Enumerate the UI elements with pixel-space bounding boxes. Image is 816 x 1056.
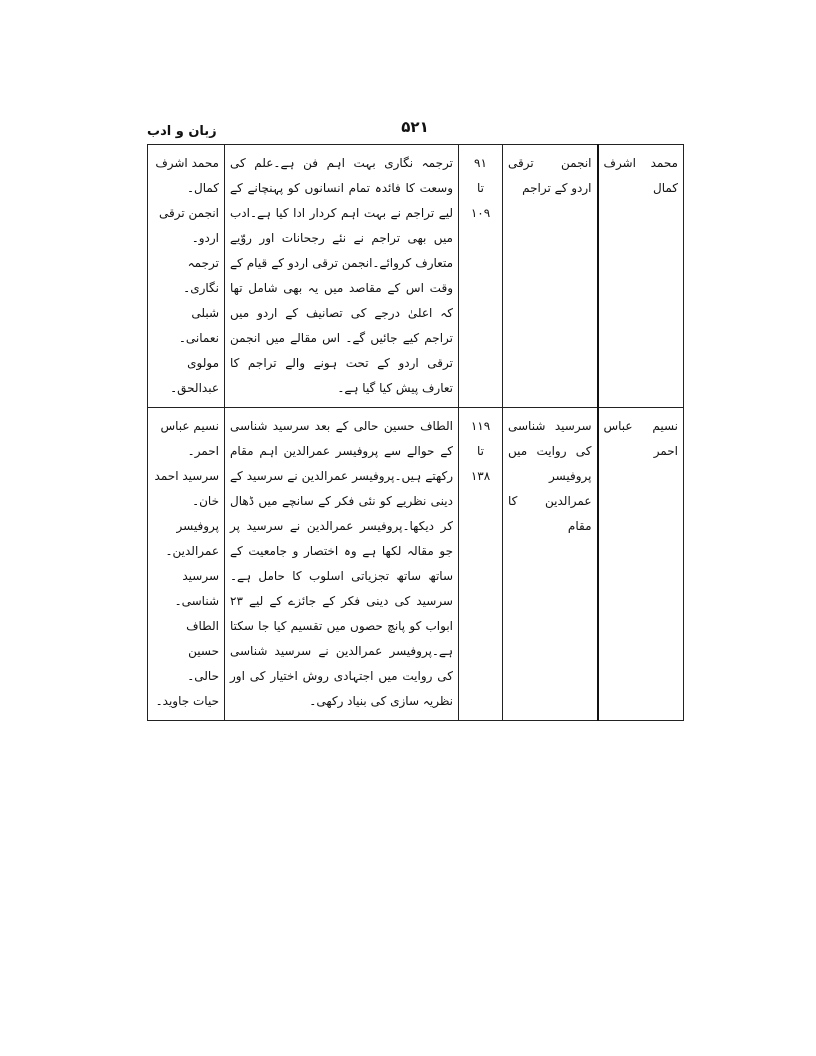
abstract-cell: الطاف حسین حالی کے بعد سرسید شناسی کے حوالے سے پروفیسر عمرالدین اہم مقام رکھتے ہیں۔پروفیسر عمرالدین نے سرسید کے دینی نظریے کو نئی فکر کے سانچے میں ڈھال کر دیکھا۔پروفیسر عمرالدین نے سرسید پر جو مقالہ لکھا ہے وہ اختصار و جامعیت کے ساتھ ساتھ تجزیاتی اسلوب کا حامل ہے۔سرسید کی دینی فکر کے جائزے کے لیے ۲۳ ابواب کو پانچ حصوں میں تقسیم کیا جا سکتا ہے۔پروفیسر عمرالدین نے سرسید شناسی کی روایت میں اجتہادی روش اختیار کی اور نظریہ سازی کی بنیاد رکھی۔ [225, 408, 459, 721]
pages-cell [459, 408, 503, 721]
page-start: ۱۱۹ [470, 419, 491, 433]
page-number: ۵۲۱ [401, 118, 429, 136]
table-row [148, 408, 684, 721]
keyword: شبلی نعمانی۔ [178, 306, 219, 345]
keywords-cell [148, 408, 225, 721]
keywords-cell [148, 145, 225, 408]
keyword: سرسید احمد خان۔ [154, 469, 219, 508]
running-header: زبان و ادب [147, 124, 217, 139]
keyword: مولوی عبدالحق۔ [170, 356, 219, 395]
page-end: ۱۰۹ [470, 206, 491, 220]
keyword: حیات جاوید۔ [155, 694, 219, 708]
keyword: سرسید شناسی۔ [174, 569, 219, 608]
page-sep: تا [477, 444, 484, 458]
abstract-cell: ترجمہ نگاری بہت اہم فن ہے۔علم کی وسعت کا فائدہ تمام انسانوں کو پہنچانے کے لیے تراجم نے بہت اہم کردار ادا کیا ہے۔ادب میں بھی تراجم نے نئے رجحانات اور روّیے متعارف کروائے۔انجمن ترقی اردو کے قیام کے وقت اس کے مقاصد میں یہ بھی شامل تھا کہ اعلیٰ درجے کی تصانیف کے اردو میں تراجم کیے جائیں گے۔ اس مقالے میں انجمن ترقی اردو کے تحت ہونے والے تراجم کا تعارف پیش کیا گیا ہے۔ [225, 145, 459, 408]
keyword: محمد اشرف کمال۔ [155, 156, 219, 195]
keyword: ترجمہ نگاری۔ [183, 256, 219, 295]
author-cell: محمد اشرف کمال [598, 145, 684, 408]
article-index-table [147, 144, 684, 721]
page-sep: تا [477, 181, 484, 195]
keyword: حالی۔ [187, 669, 219, 683]
title-cell: سرسید شناسی کی روایت میں پروفیسر عمرالدین کا مقام [503, 408, 598, 721]
keyword: انجمن ترقی اردو۔ [158, 206, 219, 245]
pages-cell [459, 145, 503, 408]
keyword: پروفیسر عمرالدین۔ [165, 519, 219, 558]
page-end: ۱۳۸ [470, 469, 491, 483]
keyword: نسیم عباس احمر۔ [160, 419, 219, 458]
keyword: الطاف حسین [186, 619, 219, 658]
title-cell: انجمن ترقی اردو کے تراجم [503, 145, 598, 408]
author-cell: نسیم عباس احمر [598, 408, 684, 721]
table-row [148, 145, 684, 408]
page-start: ۹۱ [474, 156, 487, 170]
